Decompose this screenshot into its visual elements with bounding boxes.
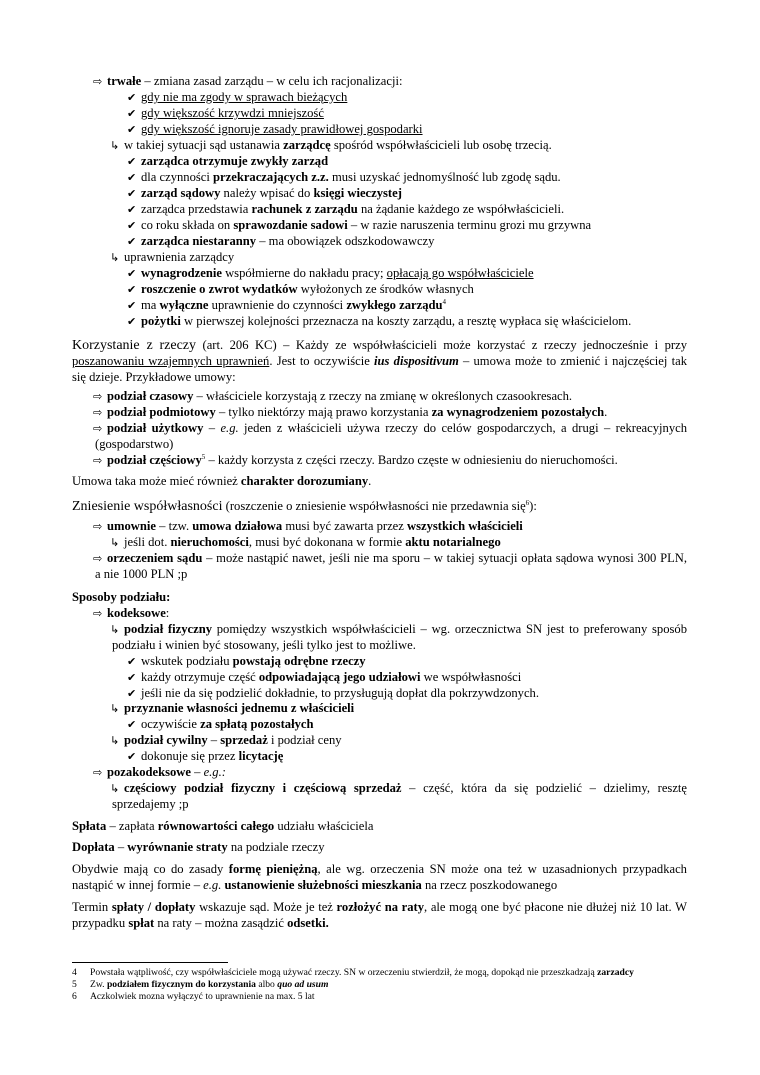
- outline-arrow-icon: ⇨: [93, 422, 103, 435]
- outline-arrow-icon: ⇨: [93, 390, 103, 403]
- list-item: [127, 106, 324, 122]
- list-item: [127, 90, 347, 106]
- check-icon: ✔: [127, 91, 137, 104]
- outline-arrow-icon: ⇨: [93, 406, 103, 419]
- list-item: ✔ każdy otrzymuje część odpowiadającą jego udziałowi we współwłasności: [127, 670, 522, 684]
- check-icon: ✔: [127, 219, 137, 232]
- footnote-divider: [72, 962, 228, 963]
- list-item: ✔ co roku składa on sprawozdanie sadowi – w razie naruszenia terminu grozi mu grzywna: [127, 218, 592, 232]
- footnote-ref: 4: [442, 297, 446, 306]
- check-icon: ✔: [127, 315, 137, 328]
- check-icon: ✔: [127, 671, 137, 684]
- check-icon: ✔: [127, 107, 137, 120]
- check-icon: ✔: [127, 171, 137, 184]
- paragraph-line: nastąpić w innej formie – e.g. ustanowienie służebności mieszkania na rzecz poszkodowanego: [72, 878, 558, 892]
- section-heading: Zniesienie współwłasności: [72, 499, 223, 514]
- list-item: [93, 74, 402, 90]
- text: – zmiana zasad zarządu – w celu ich racjonalizacji:: [141, 74, 403, 88]
- hook-arrow-icon: ↳: [110, 251, 120, 264]
- hook-arrow-icon: ↳: [110, 734, 120, 747]
- list-item: ⇨ podział czasowy – właściciele korzystają z rzeczy na zmianę w określonych czasookresach.: [93, 389, 573, 403]
- paragraph: Spłata – zapłata równowartości całego udziału właściciela: [72, 819, 374, 833]
- hook-arrow-icon: ↳: [110, 139, 120, 152]
- list-item-continuation: a nie 1000 PLN ;p: [95, 567, 188, 581]
- paragraph-line: Obydwie mają co do zasady formę pieniężną, ale wg. orzeczenia SN może ona też w uzasadnionych przypadkach: [72, 862, 687, 876]
- hook-arrow-icon: ↳: [110, 623, 120, 636]
- check-icon: ✔: [127, 299, 137, 312]
- outline-arrow-icon: ⇨: [93, 552, 103, 565]
- list-item: ✔ ma wyłączne uprawnienie do czynności zwykłego zarządu$^4$: [127, 297, 446, 312]
- section-heading: Korzystanie z rzeczy: [72, 338, 197, 353]
- hook-arrow-icon: ↳: [110, 536, 120, 549]
- list-item: ✔ wskutek podziału powstają odrębne rzeczy: [127, 654, 366, 668]
- outline-arrow-icon: ⇨: [93, 520, 103, 533]
- check-icon: ✔: [127, 155, 137, 168]
- outline-arrow-icon: ⇨: [93, 607, 103, 620]
- list-item: ✔ roszczenie o zwrot wydatków wyłożonych ze środków własnych: [127, 282, 474, 296]
- paragraph-line: przypadku spłat na raty – można zasądzić odsetki.: [72, 916, 329, 930]
- outline-arrow-icon: ⇨: [93, 454, 103, 467]
- list-item: [127, 122, 423, 138]
- footnote: 6 Aczkolwiek mozna wyłączyć to uprawnienie na max. 5 lat: [72, 991, 315, 1002]
- check-icon: ✔: [127, 283, 137, 296]
- list-item: ✔ zarządca otrzymuje zwykły zarząd: [127, 154, 329, 168]
- text: gdy nie ma zgody w sprawach bieżących: [141, 90, 348, 104]
- list-item: ✔ wynagrodzenie współmierne do nakładu pracy; opłacają go współwłaściciele: [127, 266, 534, 280]
- list-item: ⇨ podział użytkowy – e.g. jeden z właścicieli używa rzeczy do celów gospodarczych, a drugi – rekreacyjnych: [93, 421, 687, 435]
- paragraph: Umowa taka może mieć również charakter dorozumiany.: [72, 474, 372, 488]
- check-icon: ✔: [127, 187, 137, 200]
- list-item: ↳ uprawnienia zarządcy: [110, 250, 235, 264]
- check-icon: ✔: [127, 750, 137, 763]
- list-item-continuation: (gospodarstwo): [95, 437, 174, 451]
- term: trwałe: [107, 74, 142, 88]
- list-item: ✔ zarządca niestaranny – ma obowiązek odszkodowawczy: [127, 234, 435, 248]
- footnote: 5 Zw. podziałem fizycznym do korzystania albo quo ad usum: [72, 979, 329, 990]
- hook-arrow-icon: ↳: [110, 702, 120, 715]
- list-item: ↳ przyznanie własności jednemu z właścicieli: [110, 701, 355, 715]
- list-item: ⇨ kodeksowe:: [93, 606, 170, 620]
- paragraph: Zniesienie współwłasności (roszczenie o zniesienie współwłasności nie przedawnia się$^6$):: [72, 498, 537, 514]
- check-icon: ✔: [127, 718, 137, 731]
- text: gdy większość ignoruje zasady prawidłowej gospodarki: [141, 122, 423, 136]
- list-item: ↳ podział cywilny – sprzedaż i podział ceny: [110, 733, 342, 747]
- list-item: ⇨ podział częściowy$^5$ – każdy korzysta z części rzeczy. Bardzo częste w odniesieniu do nieruchomości.: [93, 452, 618, 467]
- hook-arrow-icon: ↳: [110, 782, 120, 795]
- footnote-ref: 6: [525, 498, 530, 507]
- check-icon: ✔: [127, 203, 137, 216]
- paragraph: Dopłata – wyrównanie straty na podziale rzeczy: [72, 840, 325, 854]
- list-item: ↳ w takiej sytuacji sąd ustanawia zarządcę spośród współwłaścicieli lub osobę trzecią.: [110, 138, 552, 152]
- list-item: ✔ zarząd sądowy należy wpisać do księgi wieczystej: [127, 186, 402, 200]
- footnote: 4 Powstała wątpliwość, czy współwłaściciele mogą używać rzeczy. SN w orzeczeniu stwierdził, że mogą, dopokąd nie przeszkadzają zarzadcy: [72, 967, 634, 978]
- list-item: ✔ oczywiście za spłatą pozostałych: [127, 717, 314, 731]
- section-heading: Sposoby podziału:: [72, 590, 171, 604]
- list-item: ⇨ pozakodeksowe – e.g.:: [93, 765, 226, 779]
- list-item: ✔ dokonuje się przez licytację: [127, 749, 284, 763]
- paragraph-line: Termin spłaty / dopłaty wskazuje sąd. Może je też rozłożyć na raty, ale mogą one być płacone nie dłużej niż 10 lat. W: [72, 900, 687, 914]
- footnote-ref: 5: [201, 452, 206, 461]
- list-item: ✔ pożytki w pierwszej kolejności przeznacza na koszty zarządu, a resztę wypłaca się właścicielom.: [127, 314, 632, 328]
- list-item-continuation: sprzedajemy ;p: [112, 797, 189, 811]
- list-item: ⇨ umownie – tzw. umowa działowa musi być zawarta przez wszystkich właścicieli: [93, 519, 523, 533]
- list-item: ↳ jeśli dot. nieruchomości, musi być dokonana w formie aktu notarialnego: [110, 535, 501, 549]
- paragraph-line: się dzieje. Przykładowe umowy:: [72, 370, 236, 384]
- list-item: ✔ zarządca przedstawia rachunek z zarządu na żądanie każdego ze współwłaścicieli.: [127, 202, 565, 216]
- paragraph-line: Korzystanie z rzeczy (art. 206 KC) – Każdy ze współwłaścicieli może korzystać z rzeczy jednocześnie i przy: [72, 338, 687, 353]
- list-item: ✔ dla czynności przekraczających z.z. musi uzyskać jednomyślność lub zgodę sądu.: [127, 170, 561, 184]
- paragraph-line: poszanowaniu wzajemnych uprawnień. Jest to oczywiście ius dispositivum – umowa może to zmienić i najczęściej tak: [72, 354, 688, 368]
- check-icon: ✔: [127, 123, 137, 136]
- list-item: ✔ jeśli nie da się podzielić dokładnie, to przysługują dopłat dla pokrzywdzonych.: [127, 686, 539, 700]
- check-icon: ✔: [127, 235, 137, 248]
- outline-arrow-icon: ⇨: [93, 766, 103, 779]
- check-icon: ✔: [127, 655, 137, 668]
- list-item-continuation: podziału i winien być stosowany, jeśli tylko jest to możliwe.: [112, 638, 416, 652]
- check-icon: ✔: [127, 687, 137, 700]
- text: gdy większość krzywdzi mniejszość: [141, 106, 324, 120]
- list-item: ⇨ podział podmiotowy – tylko niektórzy mają prawo korzystania za wynagrodzeniem pozostałych.: [93, 405, 608, 419]
- list-item: ↳ częściowy podział fizyczny i częściową sprzedaż – część, która da się podzielić – dzielimy, resztę: [110, 781, 687, 795]
- list-item: ↳ podział fizyczny pomiędzy wszystkich współwłaścicieli – wg. orzecznictwa SN jest to preferowany sposób: [110, 622, 687, 636]
- outline-arrow-icon: ⇨: [93, 75, 103, 88]
- list-item: ⇨ orzeczeniem sądu – może nastąpić nawet, jeśli nie ma sporu – w takiej sytuacji opłata sądowa wynosi 300 PLN,: [93, 551, 688, 565]
- check-icon: ✔: [127, 267, 137, 280]
